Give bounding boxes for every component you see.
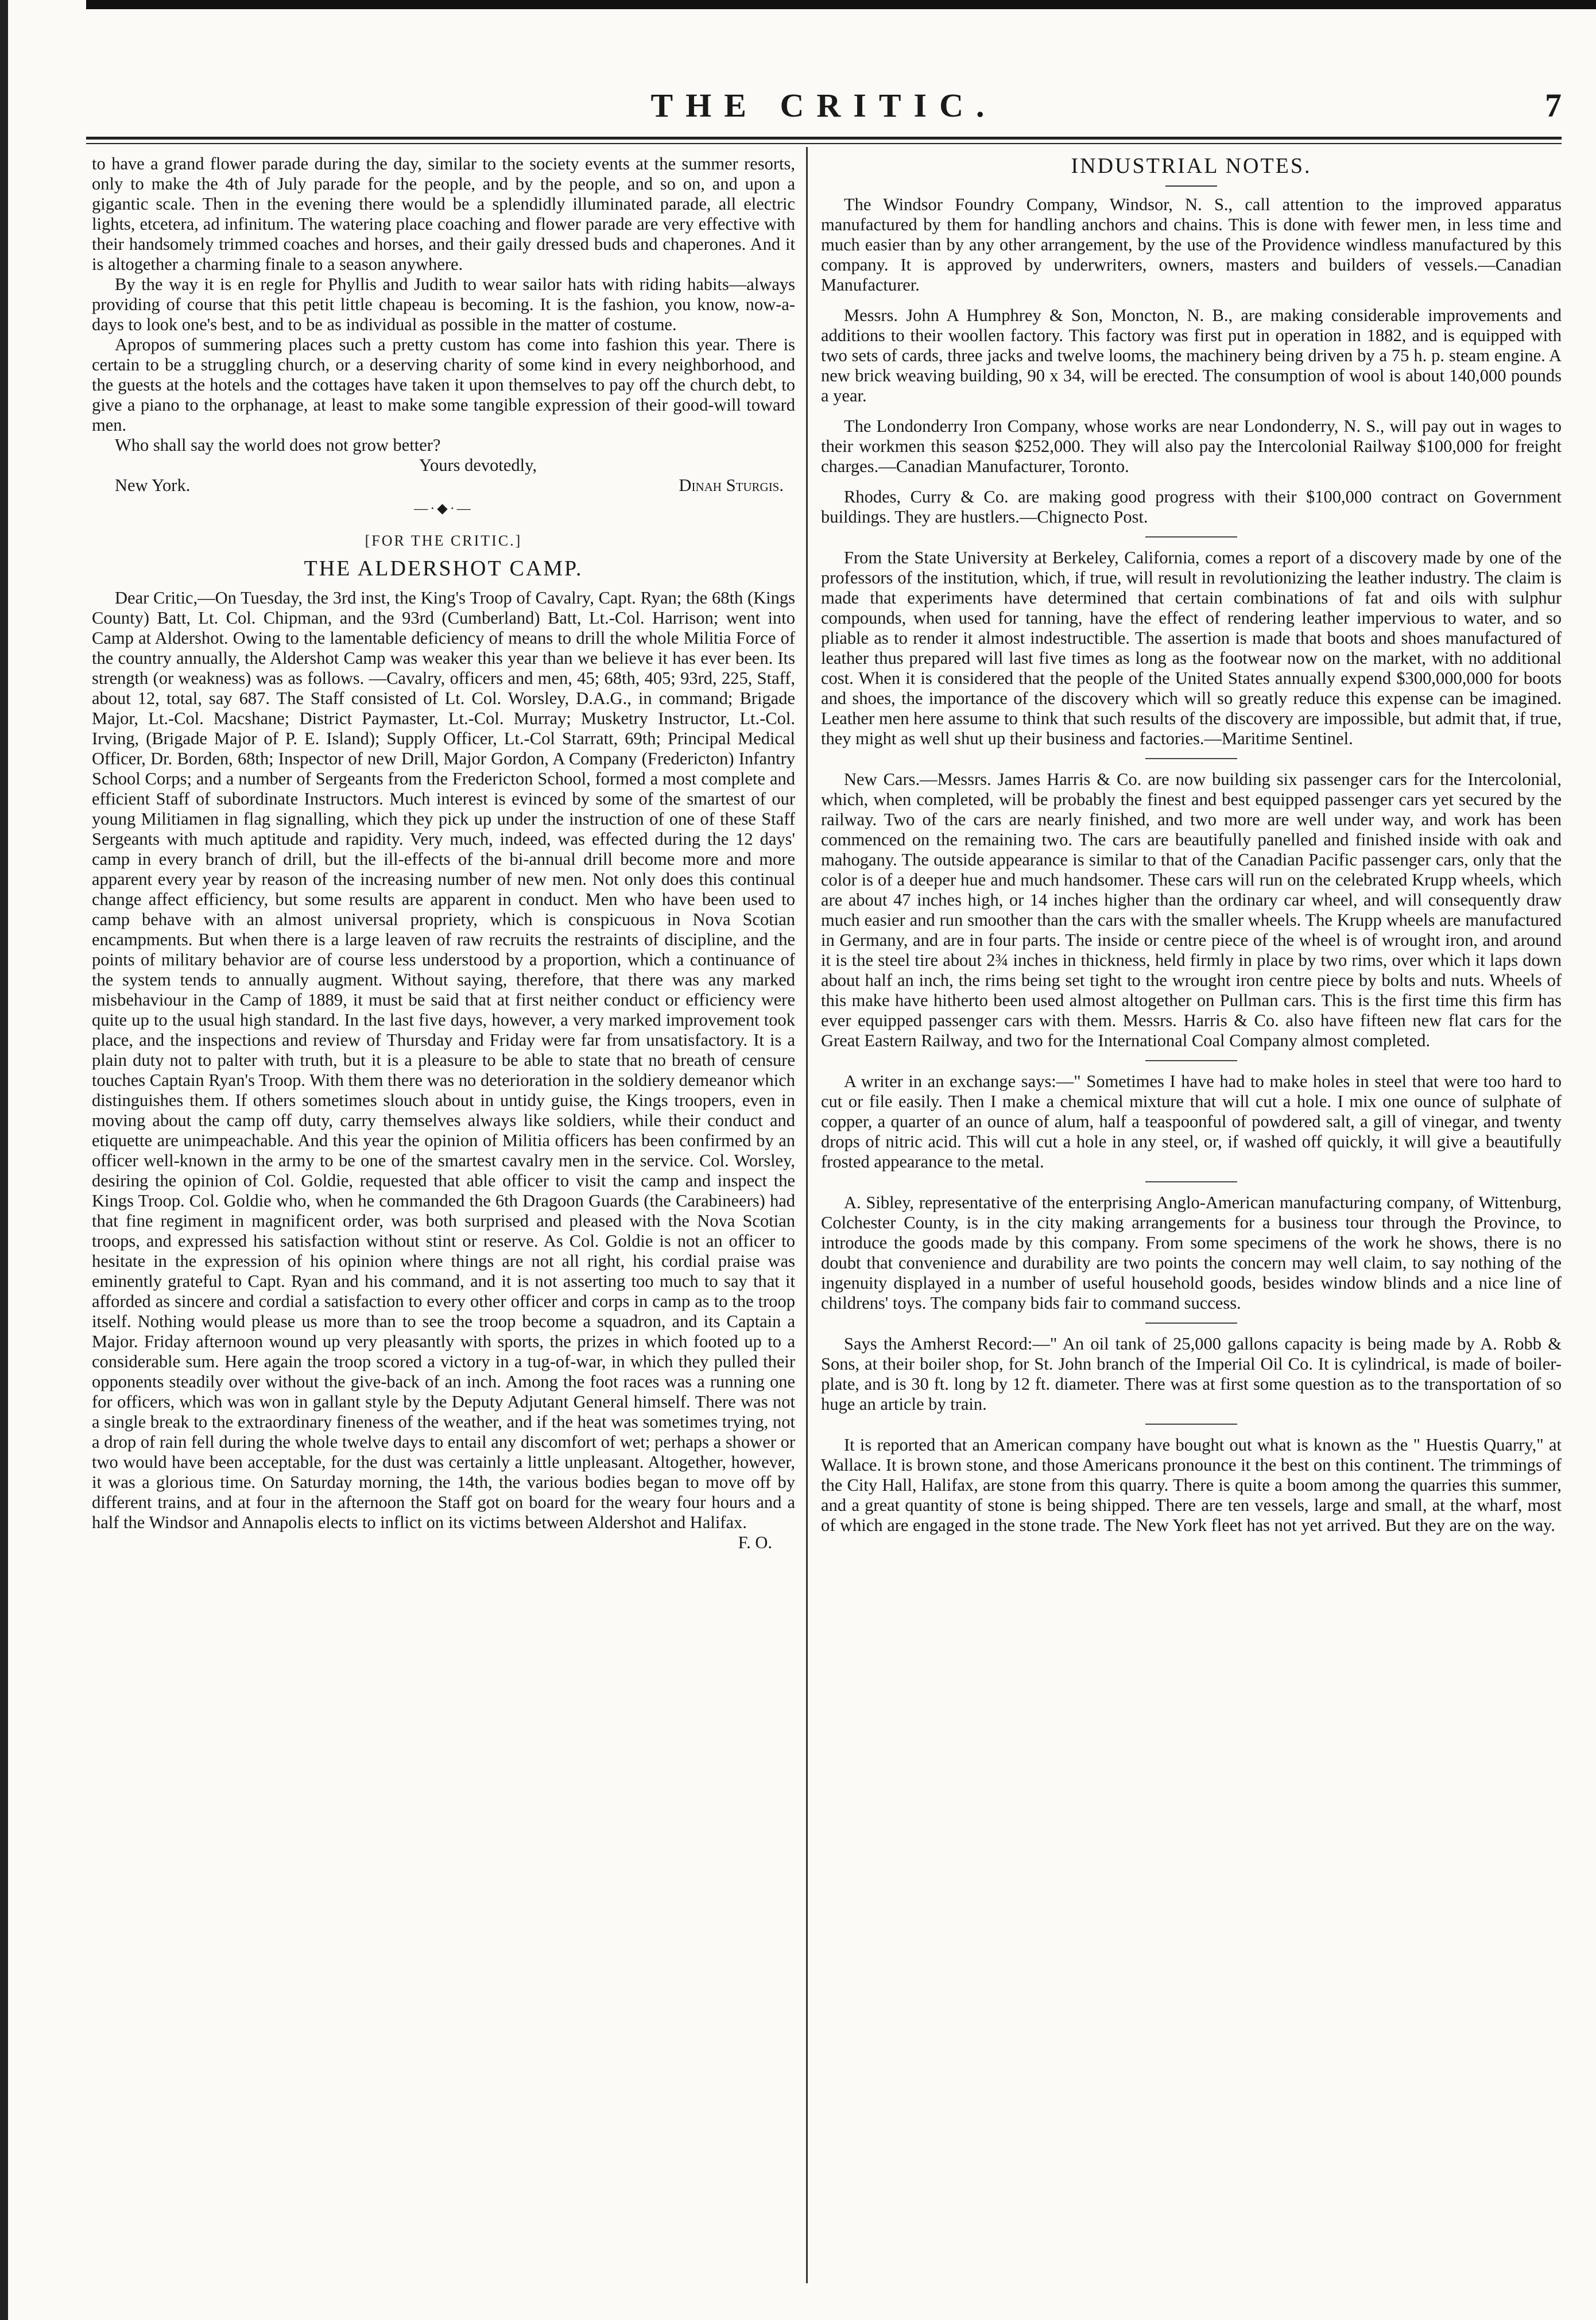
- page-number: 7: [1545, 87, 1562, 124]
- left-column: [92, 154, 795, 2296]
- divider: [1165, 185, 1217, 187]
- place: New York.: [115, 475, 191, 495]
- divider: [1145, 1424, 1237, 1425]
- for-the-critic-label: [FOR THE CRITIC.]: [365, 532, 522, 549]
- paragraph: It is reported that an American company have bought out what is known as the " Huestis Quarry," at Wallace. It is brown stone, and those Americans pronounce it the best on this continent. The trimmings of the City Hall, Halifax, are stone from this quarry. There is quite a boom among the quarries this summer, and a great quantity of stone is being shipped. There are ten vessels, large and small, at the wharf, most of which are engaged in the stone trade. The New York fleet has not yet arrived. But they are on the way.: [821, 1435, 1562, 1535]
- paragraph: Apropos of summering places such a pretty custom has come into fashion this year. There is certain to be a struggling church, or a deserving charity of some kind in every neighborhood, and the guests at the hotels and the cottages have taken it upon themselves to pay off the church debt, to give a piano to the orphanage, at least to make some tangible expression of their good-will toward men.: [92, 335, 795, 435]
- closing: Yours devotedly,: [419, 455, 537, 475]
- paragraph: Messrs. John A Humphrey & Son, Moncton, N. B., are making considerable improvements and additions to their woollen factory. This factory was first put in operation in 1882, and is equipped with two sets of cards, three jacks and twelve looms, the machinery being driven by a 75 h. p. steam engine. A new brick weaving building, 90 x 34, will be erected. The consumption of wool is about 140,000 pounds a year.: [821, 306, 1562, 405]
- divider: [1145, 536, 1237, 538]
- signature-row: [92, 475, 795, 496]
- paragraph: Says the Amherst Record:—" An oil tank of 25,000 gallons capacity is being made by A. Robb & Sons, at their boiler shop, for St. John branch of the Imperial Oil Co. It is cylindrical, is made of boiler-plate, and is 30 ft. long by 12 ft. diameter. There was at first some question as to the transportation of so huge an article by train.: [821, 1334, 1562, 1414]
- page-edge: [0, 0, 8, 2320]
- divider: [1145, 1060, 1237, 1061]
- article-heading: THE ALDERSHOT CAMP.: [304, 556, 583, 581]
- paragraph: New Cars.—Messrs. James Harris & Co. are now building six passenger cars for the Intercolonial, which, when completed, will be probably the finest and best equipped passenger cars yet secured by the railway. Two of the cars are nearly finished, and two more are well under way, and work has been commenced on the remaining two. The cars are beautifully panelled and finished inside with oak and mahogany. The outside appearance is similar to that of the Canadian Pacific passenger cars, only that the color is of a deeper hue and much handsomer. These cars will run on the celebrated Krupp wheels, which are about 47 inches high, or 14 inches higher than the ordinary car wheel, and will consequently draw much easier and run smoother than the cars with the smaller wheels. The Krupp wheels are manufactured in Germany, and are in four parts. The inside or centre piece of the wheel is of wrought iron, and around it is the steel tire about 2¾ inches in thickness, held firmly in place by two rims, over which it laps down about half an inch, the rims being set tight to the wrought iron centre piece by bolts and nuts. Wheels of this make have hitherto been used almost altogether on Pullman cars. This is the first time this firm has ever equipped passenger cars with them. Messrs. Harris & Co. also have fifteen new flat cars for the Great Eastern Railway, and two for the International Coal Company almost completed.: [821, 770, 1562, 1050]
- divider: [1145, 1181, 1237, 1182]
- divider: [1145, 758, 1237, 759]
- masthead: THE CRITIC.: [650, 87, 997, 124]
- paragraph: A. Sibley, representative of the enterprising Anglo-American manufacturing company, of Wittenburg, Colchester County, is in the city making arrangements for a business tour through the Province, to introduce the goods made by this company. From some specimens of the work he shows, there is no doubt that convenience and durability are two points the concern may well claim, to say nothing of the ingenuity displayed in a number of useful household goods, besides window blinds and a nice line of childrens' toys. The company bids fair to command success.: [821, 1193, 1562, 1313]
- paragraph: Who shall say the world does not grow better?: [115, 435, 441, 455]
- ornament: —·◆·—: [414, 501, 473, 516]
- paragraph: From the State University at Berkeley, California, comes a report of a discovery made by one of the professors of the institution, which, if true, will result in revolutionizing the leather industry. The claim is made that experiments have determined that certain combinations of fat and oils with sulphur compounds, when used for tanning, have the effect of rendering leather impervious to water, and so pliable as to render it almost indestructible. The assertion is made that boots and shoes manufactured of leather thus prepared will last five times as long as the footwear now on the market, with no additional cost. When it is considered that the people of the United States annually expend $300,000,000 for boots and shoes, the importance of the discovery which will so greatly reduce this expense can be imagined. Leather men here assume to think that such results of the discovery are impossible, but admit that, if true, they might as well shut up their business and factories.—Maritime Sentinel.: [821, 548, 1562, 748]
- signature: Dinah Sturgis.: [679, 475, 784, 495]
- header-rule-thin: [86, 143, 1562, 144]
- paragraph: The Windsor Foundry Company, Windsor, N. S., call attention to the improved apparatus manufactured by them for handling anchors and chains. This is done with fewer men, in less time and much easier than by any other arrangement, by the use of the Providence windless manufactured by this company. It is approved by underwriters, owners, masters and builders of vessels.—Canadian Manufacturer.: [821, 195, 1562, 295]
- right-column: [821, 154, 1562, 2296]
- paragraph: The Londonderry Iron Company, whose works are near Londonderry, N. S., will pay out in wages to their workmen this season $252,000. They will also pay the Intercolonial Railway $100,000 for freight charges.—Canadian Manufacturer, Toronto.: [821, 416, 1562, 476]
- article-signoff: F. O.: [738, 1533, 772, 1552]
- page-header: [86, 86, 1562, 132]
- header-rule: [86, 137, 1562, 140]
- top-border: [86, 0, 1596, 9]
- paragraph: A writer in an exchange says:—" Sometimes I have had to make holes in steel that were too hard to cut or file easily. Then I make a chemical mixture that will cut a hole. I mix one ounce of sulphate of copper, a quarter of an ounce of alum, half a teaspoonful of powdered salt, a gill of vinegar, and twenty drops of nitric acid. This will cut a hole in any steel, or, if washed off quickly, it will give a beautifully frosted appearance to the metal.: [821, 1072, 1562, 1171]
- paragraph: to have a grand flower parade during the day, similar to the society events at the summer resorts, only to make the 4th of July parade for the people, and by the people, and so on, and upon a gigantic scale. Then in the evening there would be a splendidly illuminated parade, all electric lights, etcetera, ad infinitum. The watering place coaching and flower parade are very effective with their handsomely trimmed coaches and horses, and their gaily dressed buds and chaperones. And it is altogether a charming finale to a season anywhere.: [92, 154, 795, 274]
- paragraph: Dear Critic,—On Tuesday, the 3rd inst, the King's Troop of Cavalry, Capt. Ryan; the 68th (Kings County) Batt, Lt. Col. Chipman, and the 93rd (Cumberland) Batt, Lt.-Col. Harrison; went into Camp at Aldershot. Owing to the lamentable deficiency of means to drill the whole Militia Force of the country annually, the Aldershot Camp was weaker this year than we believe it has ever been. Its strength (or weakness) was as follows. —Cavalry, officers and men, 45; 68th, 405; 93rd, 225, Staff, about 12, total, say 687. The Staff consisted of Lt. Col. Worsley, D.A.G., in command; Brigade Major, Lt.-Col. Macshane; District Paymaster, Lt.-Col. Murray; Musketry Instructor, Lt.-Col. Irving, (Brigade Major of P. E. Island); Supply Officer, Lt.-Col Starratt, 69th; Principal Medical Officer, Dr. Borden, 68th; Inspector of new Drill, Major Gordon, A Company (Fredericton) Infantry School Corps; and a number of Sergeants from the Fredericton School, formed a most complete and efficient Staff of subordinate Instructors. Much interest is evinced by some of the smartest of our young Militiamen in flag signalling, which they pick up under the instruction of one of these Staff Sergeants with much aptitude and rapidity. Very much, indeed, was effected during the 12 days' camp in every branch of drill, but the ill-effects of the bi-annual drill become more and more apparent every year by reason of the increasing number of new men. Not only does this continual change affect efficiency, but some results are apparent in conduct. Men who have been used to camp behave with an almost universal propriety, which is conspicuous in Nova Scotian encampments. But when there is a large leaven of raw recruits the restraints of discipline, and the points of military behavior are of course less understood by a proportion, which a continuance of the system tends to annually augment. Without saying, therefore, that there was any marked misbehaviour in the Camp of 1889, it must be said that at first neither conduct or efficiency were quite up to the usual high standard. In the last five days, however, a very marked improvement took place, and the inspections and review of Thursday and Friday were far from unsatisfactory. It is a plain duty not to palter with truth, but it is a pleasure to be able to state that no breath of censure touches Captain Ryan's Troop. With them there was no deterioration in the soldiery demeanor which distinguishes them. If others sometimes slouch about in untidy guise, the Kings troopers, even in moving about the camp off duty, carry themselves always like soldiers, while their conduct and etiquette are unimpeachable. And this year the opinion of Militia officers has been confirmed by an officer well-known in the army to be one of the smartest cavalry men in the service. Col. Worsley, desiring the opinion of Col. Goldie, requested that able officer to visit the camp and inspect the Kings Troop. Col. Goldie who, when he commanded the 6th Dragoon Guards (the Carabineers) had that fine regiment in magnificent order, was both surprised and pleased with the Nova Scotian troops, and expressed his satisfaction without stint or reserve. As Col. Goldie is not an officer to hesitate in the expression of his opinion where things are not all right, his cordial praise was eminently grateful to Capt. Ryan and his command, and it is not asserting too much to say that it afforded as sincere and cordial a satisfaction to every other officer and corps in camp as to the troop itself. Nothing would please us more than to see the troop become a squadron, and its Captain a Major. Friday afternoon wound up very pleasantly with sports, the prizes in which footed up to a considerable sum. Here again the troop scored a victory in a tug-of-war, in which they pulled their opponents steadily over without the give-back of an inch. Among the foot races was a running one for officers, which was won in gallant style by the Deputy Adjutant General himself. There was not a single break to the extraordinary fineness of the weather, and if the heat was sometimes trying, not a drop of rain fell during the whole twelve days to entail any discomfort of wet; perhaps a shower or two would have been acceptable, for the dust was certainly a little unpleasant. Altogether, however, it was a glorious time. On Saturday morning, the 14th, the various bodies began to move off by different trains, and at four in the afternoon the Staff got on board for the weary four hours and a half the Windsor and Annapolis elects to inflict on its victims between Aldershot and Halifax.: [92, 588, 795, 1532]
- paragraph: By the way it is en regle for Phyllis and Judith to wear sailor hats with riding habits—always providing of course that this petit little chapeau is becoming. It is the fashion, you know, now-a-days to look one's best, and to be as individual as possible in the matter of costume.: [92, 274, 795, 334]
- section-heading: INDUSTRIAL NOTES.: [1071, 154, 1312, 178]
- column-divider: [806, 147, 808, 2283]
- paragraph: Rhodes, Curry & Co. are making good progress with their $100,000 contract on Government buildings. They are hustlers.—Chignecto Post.: [821, 487, 1562, 527]
- divider: [1145, 1323, 1237, 1324]
